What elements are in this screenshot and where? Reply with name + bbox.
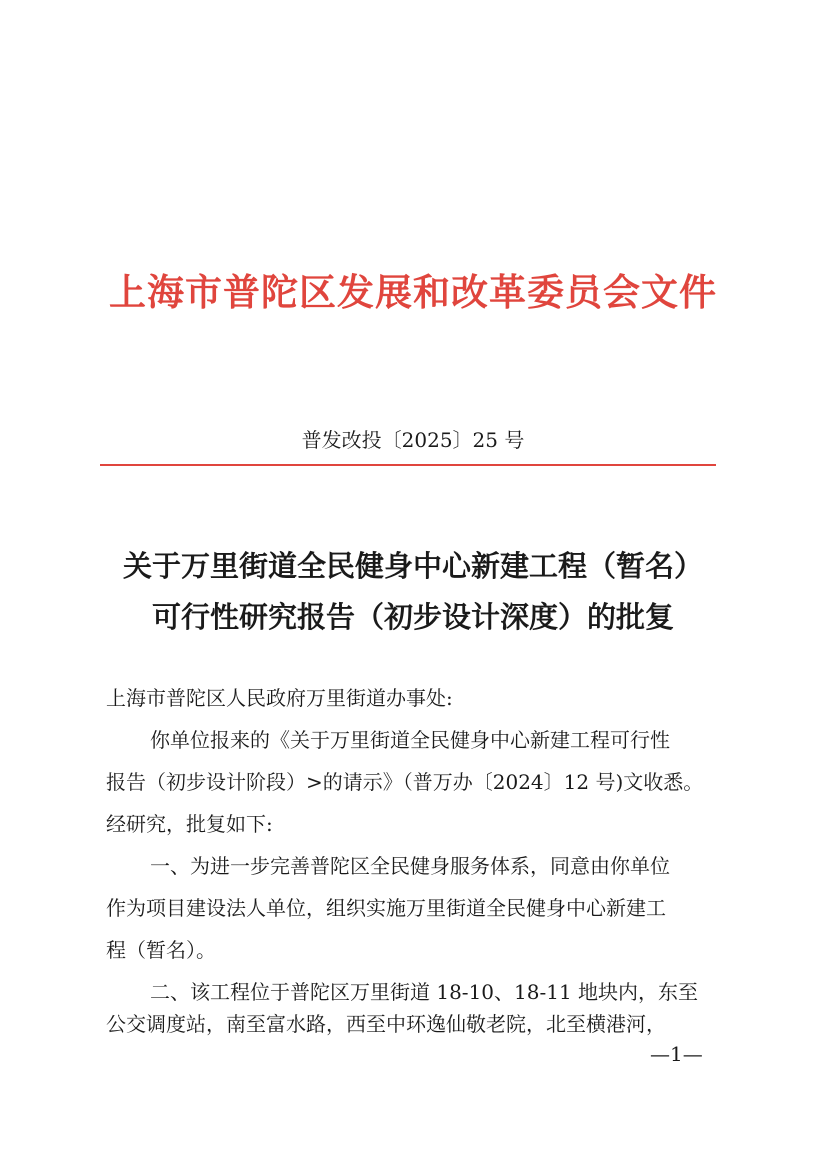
issuer-title: 上海市普陀区发展和改革委员会文件 [109, 270, 717, 314]
body-line: 一、为进一步完善普陀区全民健身服务体系，同意由你单位 [150, 854, 670, 878]
red-divider-line [100, 464, 716, 466]
document-number: 普发改投〔2025〕25 号 [301, 428, 525, 452]
body-line: 经研究，批复如下: [106, 812, 273, 836]
body-line: 二、该工程位于普陀区万里街道 18-10、18-11 地块内，东至 [150, 980, 699, 1004]
body-line: 公交调度站，南至富水路，西至中环逸仙敬老院，北至横港河， [106, 1012, 666, 1036]
subject-title-line-1: 关于万里街道全民健身中心新建工程（暂名） [122, 549, 703, 583]
body-line: 作为项目建设法人单位，组织实施万里街道全民健身中心新建工 [106, 896, 666, 920]
body-line: 你单位报来的《关于万里街道全民健身中心新建工程可行性 [150, 728, 670, 752]
subject-title-line-2: 可行性研究报告（初步设计深度）的批复 [151, 600, 674, 634]
body-line: 报告（初步设计阶段）>的请示》（普万办〔2024〕12 号)文收悉。 [106, 770, 704, 794]
addressee: 上海市普陀区人民政府万里街道办事处: [106, 686, 453, 710]
page-number: —1— [650, 1042, 703, 1066]
body-line: 程（暂名）。 [106, 938, 216, 962]
